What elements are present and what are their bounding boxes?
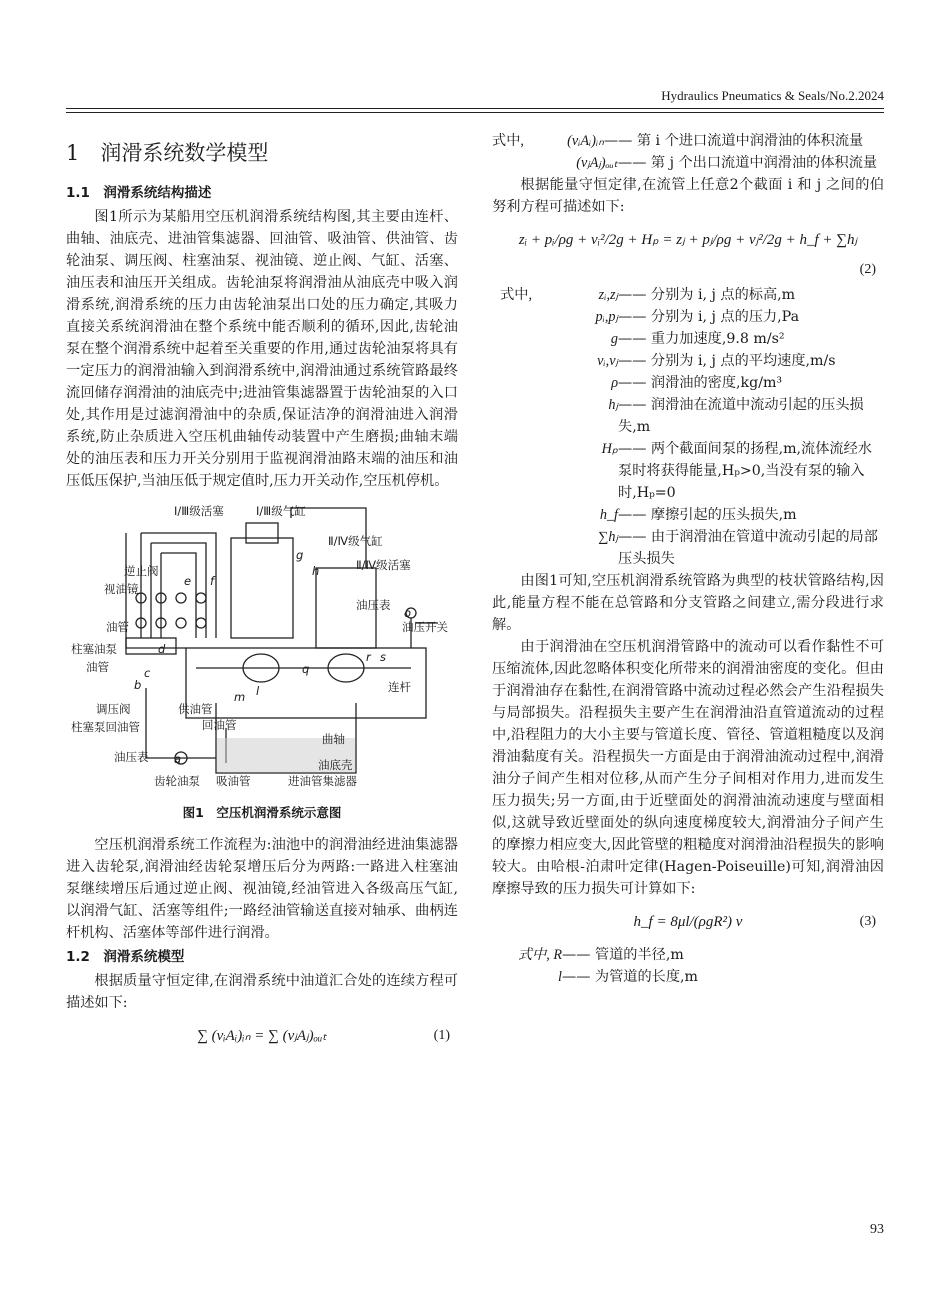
- def-text: —— 分别为 i, j 点的平均速度,m/s: [618, 353, 836, 369]
- def-intro: 式中,: [492, 133, 524, 149]
- def-row: [492, 284, 884, 306]
- label-r: r: [366, 650, 371, 664]
- paragraph-bernoulli: 根据能量守恒定律,在流管上任意2个截面 i 和 j 之间的伯努利方程可描述如下:: [492, 177, 884, 215]
- def-text: —— 分别为 i, j 点的标高,m: [618, 287, 796, 303]
- label-crankshaft: 曲轴: [322, 732, 345, 746]
- label-a: a: [174, 752, 182, 766]
- label-plunger-pump: 柱塞油泵: [71, 642, 117, 656]
- def-key: pᵢ,pⱼ: [595, 309, 618, 325]
- def-key: ρ: [611, 375, 618, 391]
- def-in-text: —— 第 i 个进口流道中润滑油的体积流量: [603, 133, 864, 149]
- equation-1-body: ∑ (vᵢAᵢ)ᵢₙ = ∑ (vⱼAⱼ)ₒᵤₜ: [197, 1028, 327, 1044]
- label-gear-pump: 齿轮油泵: [154, 774, 200, 788]
- label-h: h: [312, 564, 320, 578]
- def-key: vᵢ,vⱼ: [597, 353, 618, 369]
- header-rule-thin: [66, 112, 884, 113]
- def-row: [492, 944, 884, 966]
- def-out-text: —— 第 j 个出口流道中润滑油的体积流量: [618, 155, 878, 171]
- def-row: [492, 438, 884, 504]
- definition-in: [492, 130, 884, 152]
- figure-1: [66, 498, 458, 798]
- pipe-top2: [151, 543, 206, 638]
- running-header: Hydraulics Pneumatics & Seals/No.2.2024: [661, 88, 884, 103]
- def-row: [492, 328, 884, 350]
- cylinder-head: [246, 523, 278, 543]
- paragraph-workflow: 空压机润滑系统工作流程为:油池中的润滑油经进油集滤器进入齿轮泵,润滑油经齿轮泵增压后分为两路:一路进入柱塞油泵继续增压后通过逆止阀、视油镜,经油管进入各级高压气缸,以润滑气缸、活塞等组件;一路经油管输送直接对轴承、曲柄连杆机构、活塞体等部件进行润滑。: [66, 837, 458, 941]
- label-c: c: [144, 666, 151, 680]
- label-o: o: [404, 606, 412, 620]
- label-check-valve: 逆止阀: [124, 564, 159, 578]
- header-rule-thick: [66, 108, 884, 109]
- label-e: e: [184, 574, 192, 588]
- def-key: l: [558, 969, 562, 985]
- def-row: [492, 306, 884, 328]
- def-key: h_f: [599, 507, 618, 523]
- subsection-title-1-1: 1.1 润滑系统结构描述: [66, 185, 212, 201]
- label-f: f: [210, 574, 215, 588]
- def-key: ∑hⱼ: [598, 529, 618, 545]
- def-in-key: (vᵢAᵢ)ᵢₙ: [567, 133, 604, 149]
- subsection-title-1-2: 1.2 润滑系统模型: [66, 949, 185, 965]
- def-row: [492, 394, 884, 438]
- def-row: [492, 526, 884, 570]
- label-s: s: [380, 650, 386, 664]
- right-column: [492, 130, 884, 988]
- label-sight-glass: 视油镜: [104, 582, 139, 596]
- def-text: —— 管道的半径,m: [562, 947, 684, 963]
- def-text: —— 润滑油在流道中流动引起的压头损失,m: [618, 397, 864, 435]
- label-d: d: [158, 642, 166, 656]
- def-text: —— 重力加速度,9.8 m/s²: [618, 331, 785, 347]
- def-row: [492, 350, 884, 372]
- definition-out: [492, 152, 884, 174]
- paragraph-losses: 由于润滑油在空压机润滑管路中的流动可以看作黏性不可压缩流体,因此忽略体积变化所带来的润滑油密度的变化。但由于润滑油存在黏性,在润滑管路中流动过程必然会产生沿程损失与局部损失。沿程损失主要产生在润滑油沿直管道流动的过程中,沿程阻力的大小主要与管道长度、管径、管道粗糙度以及润滑油黏度有关。沿程损失一方面是由于润滑油流动过程中,润滑油分子间产生相对位移,从而产生分子间相对作用力,进而发生压力损失;另一方面,由于近壁面处的润滑油流动速度与壁面相似,这就导致近壁面处的纵向速度梯度较大,润滑油分子间产生的摩擦力相应变大,因此管壁的粗糙度对润滑油沿程损失的影响较大。由哈根-泊肃叶定律(Hagen-Poiseuille)可知,润滑油因摩擦导致的压力损失可计算如下:: [492, 639, 884, 897]
- equation-3-number: (3): [859, 914, 876, 929]
- page-number: 93: [870, 1222, 884, 1237]
- def-text: —— 由于润滑油在管道中流动引起的局部压头损失: [618, 529, 878, 567]
- label-supply-pipe: 供油管: [178, 702, 213, 716]
- def-text: —— 两个截面间泵的扬程,m,流体流经水泵时将获得能量,Hₚ>0,当没有泵的输入时,Hₚ=0: [618, 441, 872, 501]
- left-column: [66, 130, 458, 1058]
- label-l: l: [256, 684, 260, 698]
- def-row: [492, 966, 884, 988]
- paragraph-structure: 图1所示为某船用空压机润滑系统结构图,其主要由连杆、曲轴、油底壳、进油管集滤器、回油管、吸油管、供油管、齿轮油泵、调压阀、柱塞油泵、视油镜、逆止阀、气缸、活塞、油压表和油压开关组成。齿轮油泵将润滑油从油底壳中吸入润滑系统,润滑系统的压力由齿轮油泵出口处的压力确定,其吸力直接关系统润滑油在整个系统中能否顺利的循环,因此,齿轮油泵在整个润滑系统中起着至关重要的作用,通过齿轮油泵将具有一定压力的润滑油输入到润滑系统中,润滑油通过系统管路最终流回储存润滑油的油底壳中;进油管集滤器置于齿轮油泵的入口处,其作用是过滤润滑油中的杂质,保证洁净的润滑油进入润滑系统,防止杂质进入空压机曲轴传动装置中产生磨损;曲轴末端处的油压表和压力开关分别用于监视润滑油路末端的油压和油压低压保护,当油压低于规定值时,压力开关动作,空压机停机。: [66, 209, 458, 489]
- label-oil-pipe-2: 油管: [86, 660, 109, 674]
- def-key: 式中, R: [517, 947, 562, 963]
- def-text: —— 摩擦引起的压头损失,m: [618, 507, 797, 523]
- plunger-pump-body: [126, 638, 176, 654]
- label-q: q: [302, 662, 310, 676]
- definitions-eq3: [492, 944, 884, 988]
- equation-1: [66, 1016, 458, 1056]
- label-g: g: [296, 548, 304, 562]
- equation-3: [492, 902, 884, 942]
- label-sump: 油底壳: [318, 758, 353, 772]
- def-key: zᵢ,zⱼ: [598, 287, 618, 303]
- label-reg-valve: 调压阀: [96, 702, 131, 716]
- label-cyl-24: Ⅱ/Ⅳ级气缸: [328, 534, 383, 548]
- paragraph-mass-conservation: 根据质量守恒定律,在润滑系统中油道汇合处的连续方程可描述如下:: [66, 973, 458, 1011]
- pipe-top3: [161, 553, 196, 638]
- def-row: [492, 372, 884, 394]
- def-key: Hₚ: [601, 441, 618, 457]
- label-gauge-bottom: 油压表: [114, 750, 149, 764]
- defs2-intro: 式中,: [500, 287, 532, 303]
- def-text: —— 为管道的长度,m: [562, 969, 698, 985]
- label-pressure-gauge-top: 油压表: [356, 598, 391, 612]
- equation-1-number: (1): [433, 1028, 450, 1043]
- pipe-top1: [141, 533, 216, 638]
- label-cyl-13: Ⅰ/Ⅲ级气缸: [256, 504, 306, 518]
- label-return-pipe: 回油管: [202, 718, 237, 732]
- label-suction-pipe: 吸油管: [216, 774, 251, 788]
- label-pressure-switch: 油压开关: [402, 620, 448, 634]
- def-key: hⱼ: [608, 397, 618, 413]
- figure-caption: 图1 空压机润滑系统示意图: [182, 805, 342, 820]
- def-key: g: [610, 331, 618, 347]
- label-m: m: [234, 690, 246, 704]
- label-b: b: [134, 678, 142, 692]
- equation-2-body: zᵢ + pᵢ/ρg + vᵢ²/2g + Hₚ = zⱼ + pⱼ/ρg + vⱼ²/2g + h_f + ∑hⱼ: [518, 232, 858, 248]
- label-oil-pipe: 油管: [106, 620, 129, 634]
- def-row: [492, 504, 884, 526]
- definitions-eq2: [492, 284, 884, 570]
- def-out-key: (vⱼAⱼ)ₒᵤₜ: [576, 155, 618, 171]
- label-piston-13: Ⅰ/Ⅲ级活塞: [174, 504, 224, 518]
- paragraph-branch-pipes: 由图1可知,空压机润滑系统管路为典型的枝状管路结构,因此,能量方程不能在总管路和分支管路之间建立,需分段进行求解。: [492, 573, 884, 633]
- equation-3-body: h_f = 8μl/(ρgR²) v: [633, 914, 743, 930]
- def-text: —— 分别为 i, j 点的压力,Pa: [618, 309, 800, 325]
- label-conrod: 连杆: [388, 680, 411, 694]
- label-piston-24: Ⅱ/Ⅳ级活塞: [356, 558, 411, 572]
- label-plunger-return: 柱塞泵回油管: [71, 720, 140, 734]
- section-title: 1 润滑系统数学模型: [66, 141, 269, 165]
- def-text: —— 润滑油的密度,kg/m³: [618, 375, 783, 391]
- cylinder-1-3: [231, 538, 293, 638]
- equation-2: [492, 220, 884, 282]
- label-filter: 进油管集滤器: [288, 774, 357, 788]
- equation-2-number: (2): [859, 262, 876, 277]
